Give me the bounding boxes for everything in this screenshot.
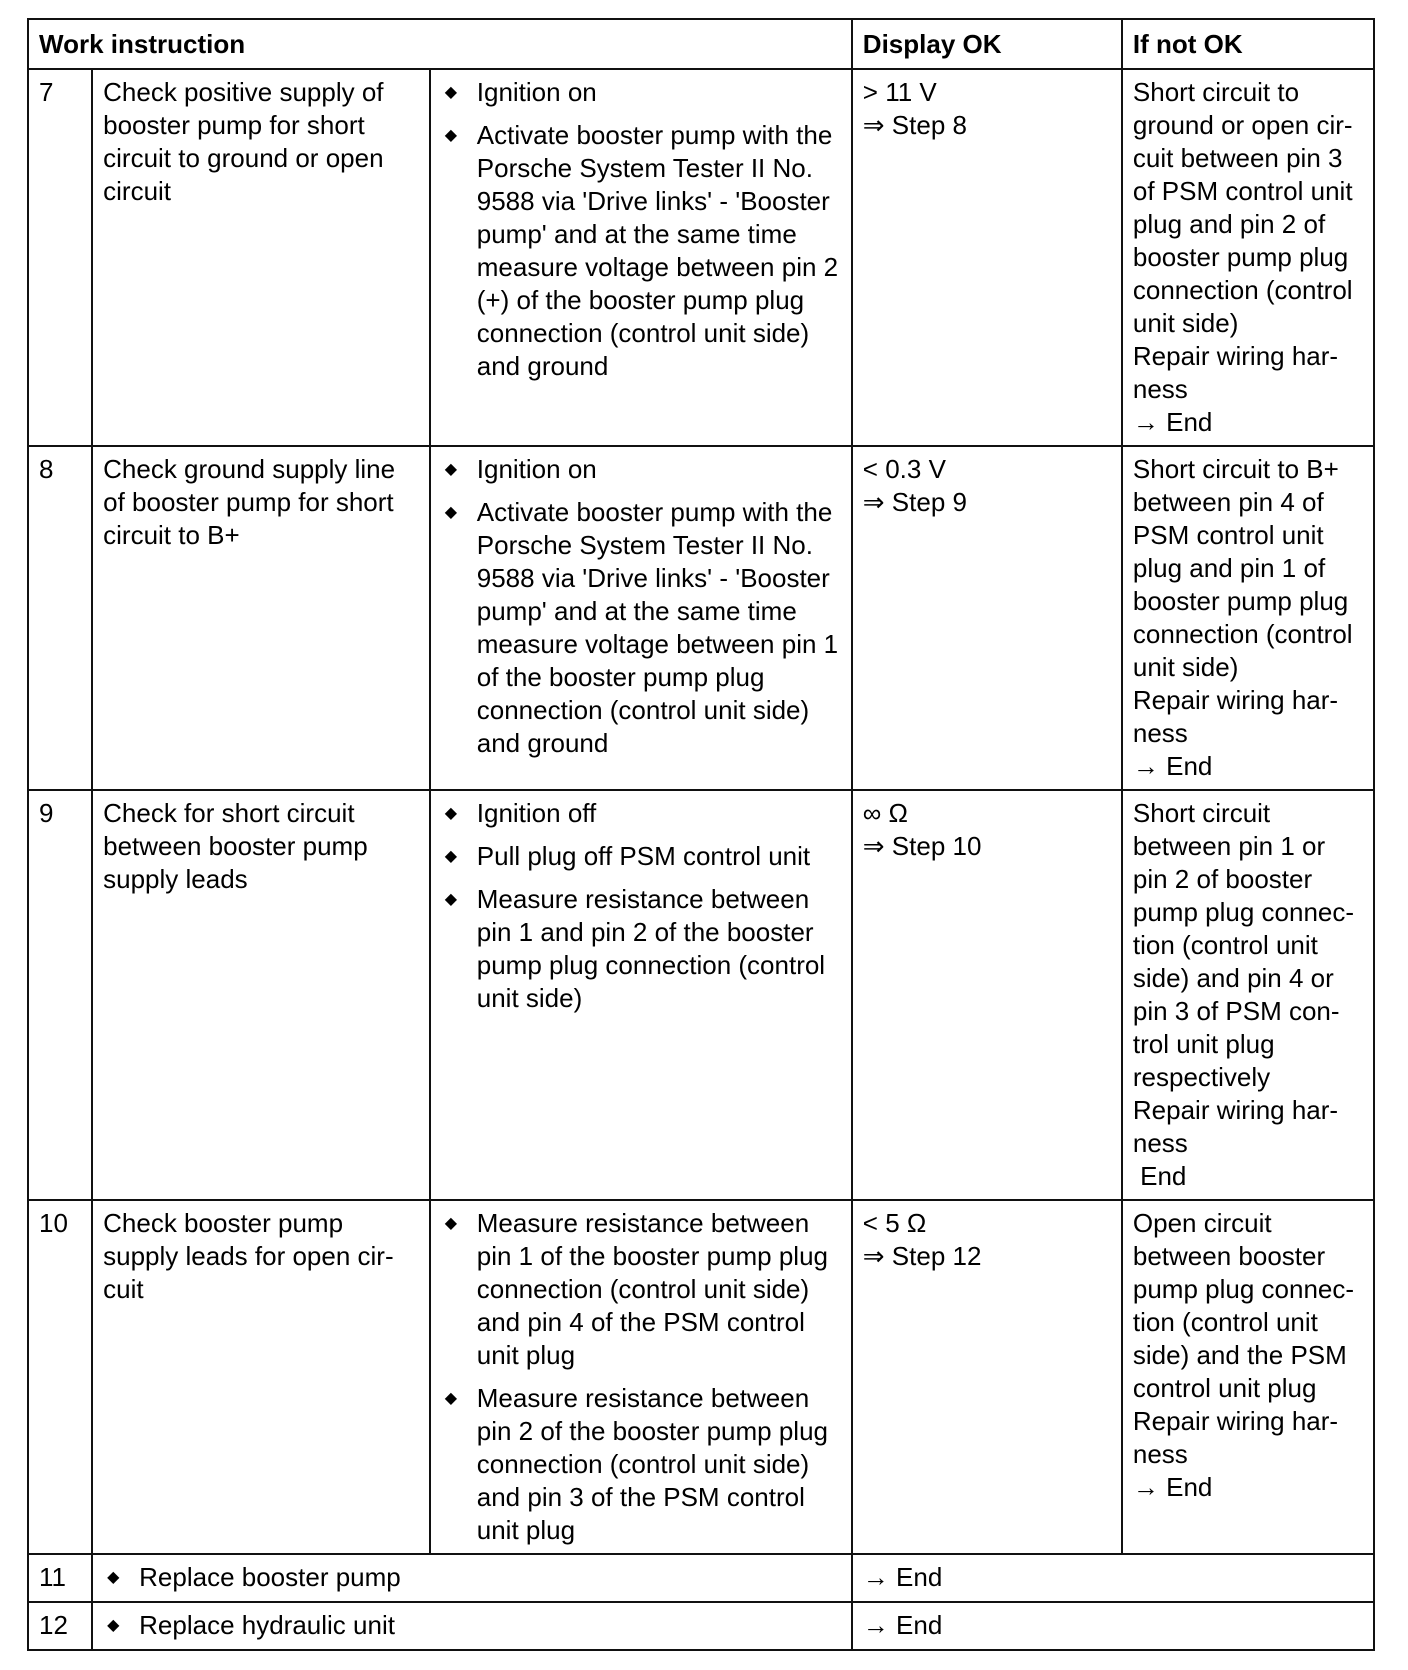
diamond-bullet-icon: ◆ — [444, 84, 458, 101]
if-not-ok-text — [1122, 790, 1374, 1200]
repair-instruction: Repair wiring har-ness — [1132, 1406, 1339, 1469]
step-number: 8 — [28, 446, 92, 790]
diamond-bullet-icon: ◆ — [444, 891, 458, 908]
action-item: ◆ Ignition off — [444, 798, 597, 828]
display-ok-value: → End — [852, 1602, 1374, 1650]
table-row — [28, 1602, 1374, 1650]
diamond-bullet-icon: ◆ — [444, 848, 458, 865]
step-number: 10 — [28, 1200, 92, 1554]
header-row — [28, 19, 1374, 69]
action-item: ◆ Ignition on — [444, 454, 597, 484]
diamond-bullet-icon: ◆ — [444, 805, 458, 822]
diamond-bullet-icon: ◆ — [444, 127, 458, 144]
step-number: 9 — [28, 790, 92, 1200]
step-actions — [430, 1200, 852, 1554]
table-row — [28, 1554, 1374, 1602]
step-actions — [430, 69, 852, 446]
repair-instruction: Repair wiring har-ness — [1132, 685, 1339, 748]
fault-description: Open circuit between booster pump plug connec-tion (control unit side) and the PSM control unit plug — [1132, 1208, 1355, 1403]
next-step: ⇒ Step 12 — [862, 1241, 982, 1271]
step-actions — [430, 446, 852, 790]
display-ok-value — [852, 1200, 1122, 1554]
end-marker: → End — [1132, 751, 1213, 781]
if-not-ok-text — [1122, 69, 1374, 446]
repair-instruction: Repair wiring har-ness — [1132, 341, 1339, 404]
if-not-ok-text — [1122, 1200, 1374, 1554]
if-not-ok-text — [1122, 446, 1374, 790]
display-ok-value — [852, 790, 1122, 1200]
table-row — [28, 446, 1374, 790]
diamond-bullet-icon: ◆ — [444, 1215, 458, 1232]
step-action: ◆ Replace booster pump — [92, 1554, 852, 1602]
diamond-bullet-icon: ◆ — [444, 504, 458, 521]
step-description: Check booster pump supply leads for open cir-cuit — [92, 1200, 430, 1554]
next-step: ⇒ Step 10 — [862, 831, 982, 861]
action-item: ◆ Measure resistance between pin 2 of the booster pump plug connection (control unit side) and pin 3 of the PSM control unit plug — [444, 1383, 829, 1545]
step-description: Check ground supply line of booster pump for short circuit to B+ — [92, 446, 430, 790]
header-display-ok: Display OK — [852, 19, 1122, 69]
header-work-instruction: Work instruction — [28, 19, 852, 69]
fault-description: Short circuit between pin 1 or pin 2 of booster pump plug connec-tion (control unit side) and pin 4 or pin 3 of PSM con-trol unit plug respectively — [1132, 798, 1355, 1092]
step-number: 12 — [28, 1602, 92, 1650]
action-item: ◆ Pull plug off PSM control unit — [444, 841, 811, 871]
end-marker: → End — [1132, 1472, 1213, 1502]
display-value: < 0.3 V — [862, 454, 946, 484]
repair-instruction: Repair wiring har-ness — [1132, 1095, 1339, 1158]
action-item: ◆ Activate booster pump with the Porsche System Tester II No. 9588 via 'Drive links' - 'Booster pump' and at the same time measure voltage between pin 1 of the booster pump plug connection (control unit side) and ground — [444, 497, 839, 758]
end-marker: → End — [1132, 407, 1213, 437]
diamond-bullet-icon: ◆ — [107, 1617, 120, 1634]
action-item: ◆ Measure resistance between pin 1 and pin 2 of the booster pump plug connection (control unit side) — [444, 884, 826, 1013]
step-description: Check positive supply of booster pump for short circuit to ground or open circuit — [92, 69, 430, 446]
display-ok-value — [852, 446, 1122, 790]
table-row — [28, 790, 1374, 1200]
display-ok-value — [852, 69, 1122, 446]
action-item: ◆ Activate booster pump with the Porsche System Tester II No. 9588 via 'Drive links' - 'Booster pump' and at the same time measure voltage between pin 2 (+) of the booster pump plug connection (control unit side) and ground — [444, 120, 839, 381]
work-instruction-table — [27, 18, 1375, 1651]
step-description: Check for short circuit between booster pump supply leads — [92, 790, 430, 1200]
fault-description: Short circuit to B+ between pin 4 of PSM control unit plug and pin 1 of booster pump plug connection (control unit side) — [1132, 454, 1360, 682]
step-number: 11 — [28, 1554, 92, 1602]
next-step: ⇒ Step 9 — [862, 487, 967, 517]
step-action: ◆ Replace hydraulic unit — [92, 1602, 852, 1650]
header-if-not-ok: If not OK — [1122, 19, 1374, 69]
diamond-bullet-icon: ◆ — [444, 1390, 458, 1407]
table-row — [28, 69, 1374, 446]
display-value: > 11 V — [862, 77, 937, 107]
diamond-bullet-icon: ◆ — [107, 1569, 120, 1586]
diamond-bullet-icon: ◆ — [444, 461, 458, 478]
display-value: ∞ Ω — [862, 798, 908, 828]
step-number: 7 — [28, 69, 92, 446]
action-item: ◆ Measure resistance between pin 1 of the booster pump plug connection (control unit side) and pin 4 of the PSM control unit plug — [444, 1208, 829, 1370]
display-value: < 5 Ω — [862, 1208, 927, 1238]
step-actions — [430, 790, 852, 1200]
fault-description: Short circuit to ground or open cir-cuit between pin 3 of PSM control unit plug and pin 2 of booster pump plug connection (control unit side) — [1132, 77, 1360, 338]
table-row — [28, 1200, 1374, 1554]
action-item: ◆ Ignition on — [444, 77, 597, 107]
next-step: ⇒ Step 8 — [862, 110, 967, 140]
display-ok-value: → End — [852, 1554, 1374, 1602]
end-marker: End — [1132, 1161, 1187, 1191]
